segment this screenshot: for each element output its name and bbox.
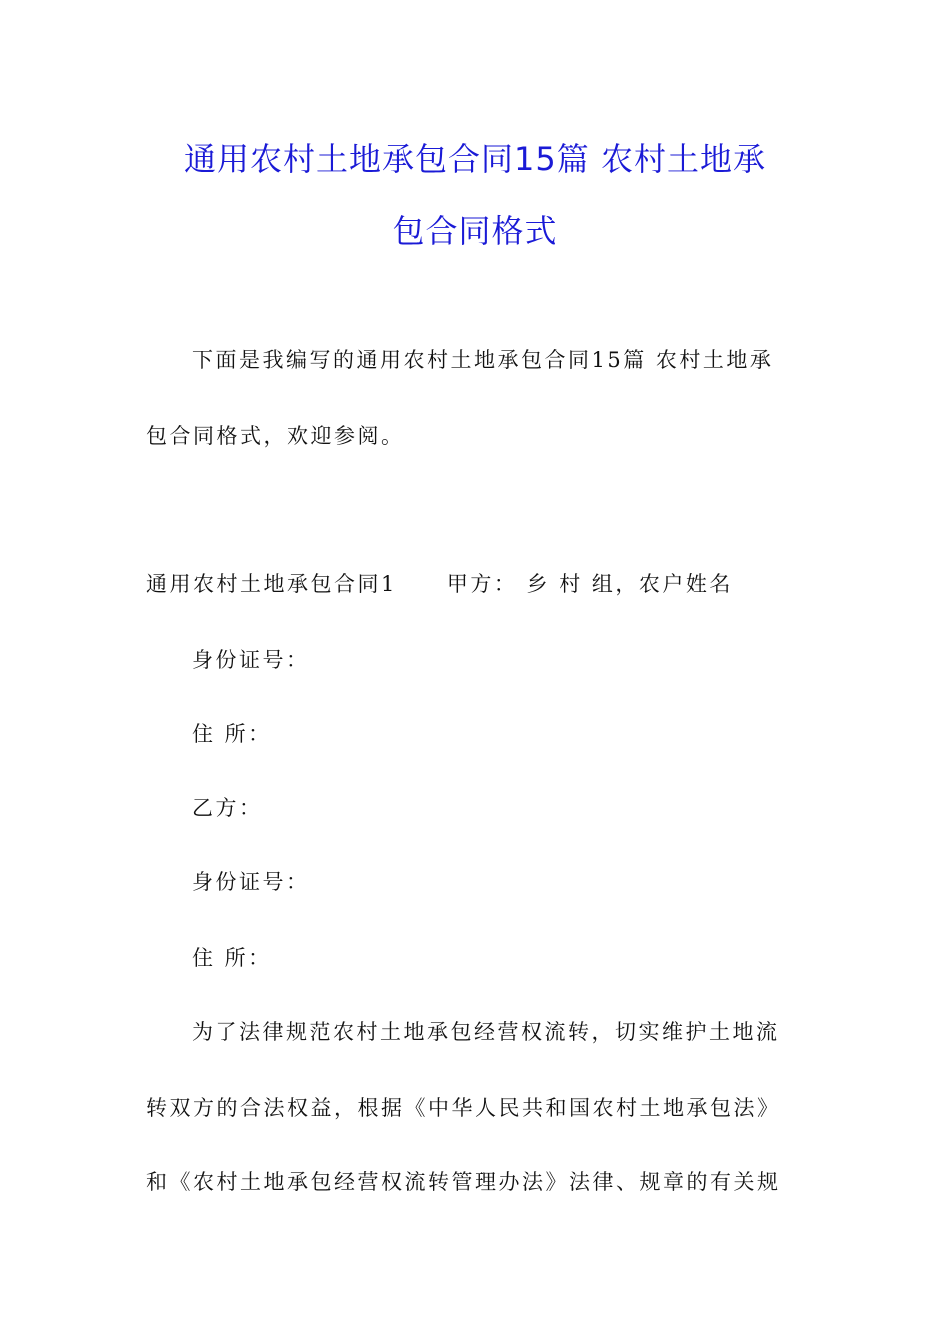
party-b-id-label: 身份证号： <box>192 870 310 894</box>
party-a-address-label: 住 所： <box>192 722 272 746</box>
party-b-address-label: 住 所： <box>192 946 272 970</box>
document-title-line-1: 通用农村土地承包合同15篇 农村土地承 <box>184 140 766 178</box>
party-b-label: 乙方： <box>192 796 263 820</box>
body-paragraph-line-2: 转双方的合法权益，根据《中华人民共和国农村土地承包法》 <box>146 1096 781 1120</box>
document-title-line-2: 包合同格式 <box>392 212 558 250</box>
party-a-id-label: 身份证号： <box>192 648 310 672</box>
contract-heading: 通用农村土地承包合同1 <box>146 572 397 596</box>
intro-line-2: 包合同格式，欢迎参阅。 <box>146 424 405 448</box>
intro-line-1: 下面是我编写的通用农村土地承包合同15篇 农村土地承 <box>192 348 774 372</box>
contract-heading-row <box>146 570 733 598</box>
party-a-label: 甲方： 乡 村 组，农户姓名 <box>446 572 733 596</box>
body-paragraph-line-1: 为了法律规范农村土地承包经营权流转，切实维护土地流 <box>192 1020 780 1044</box>
body-paragraph-line-3: 和《农村土地承包经营权流转管理办法》法律、规章的有关规 <box>146 1170 781 1194</box>
